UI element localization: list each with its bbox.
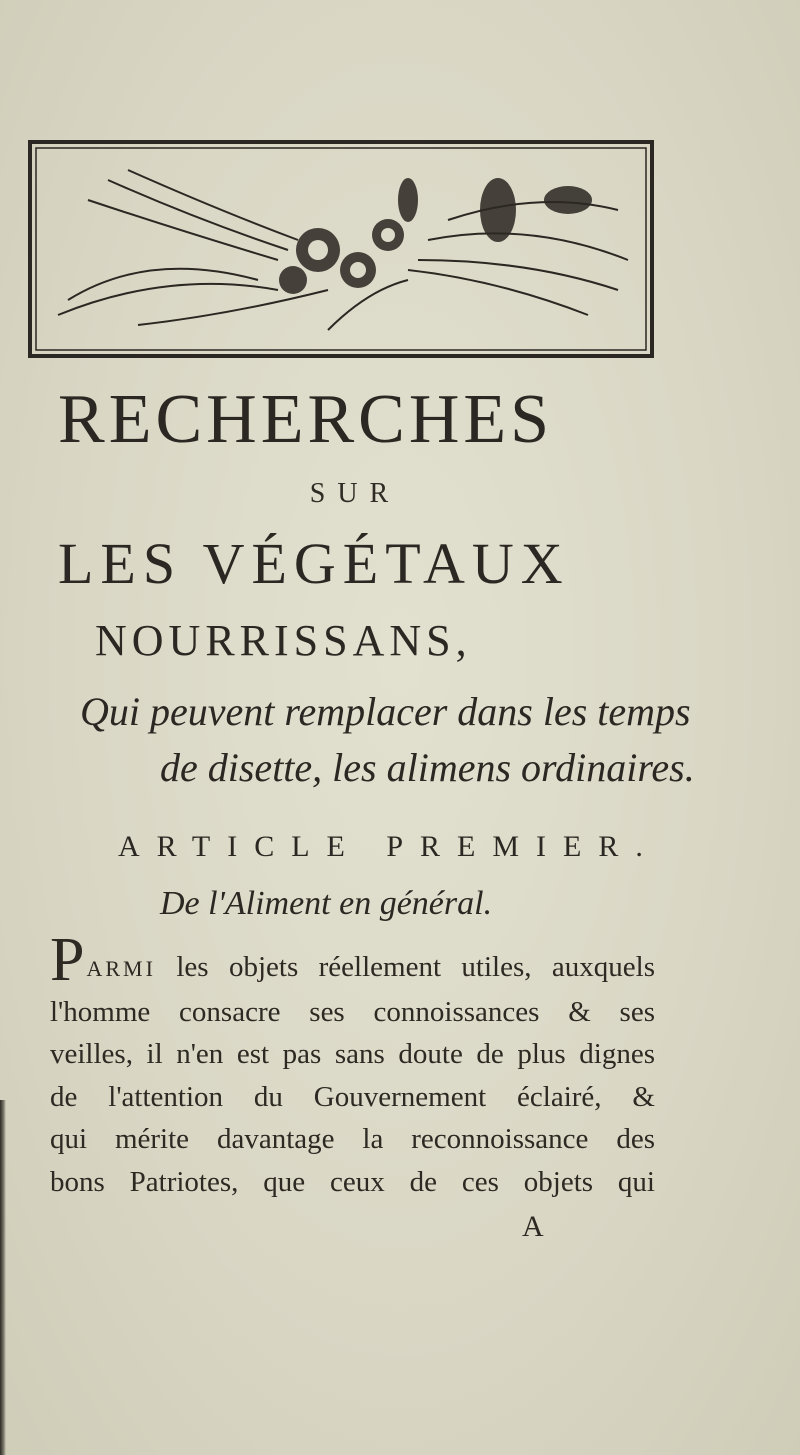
floral-ornament-icon	[28, 140, 654, 358]
body-paragraph	[50, 926, 655, 1203]
paragraph-line-6: bons Patriotes, que ceux de ces objets qui	[50, 1165, 655, 1198]
article-heading: ARTICLE PREMIER.	[118, 830, 660, 863]
paragraph-line-1	[50, 926, 655, 994]
main-title: RECHERCHES	[58, 381, 554, 458]
signature-mark: A	[522, 1210, 544, 1243]
decorative-vignette	[28, 140, 654, 358]
title-connector: SUR	[309, 478, 401, 509]
drop-cap: P	[50, 926, 85, 994]
subtitle-line-2: de disette, les alimens ordinaires.	[160, 745, 695, 790]
title-vegetaux: LES VÉGÉTAUX	[58, 531, 570, 596]
paragraph-line-1-text: les objets réellement utiles, auxquels	[176, 951, 655, 983]
binding-edge	[0, 1100, 6, 1455]
first-word-smallcaps: ARMI	[86, 956, 156, 981]
paragraph-line-4: de l'attention du Gouvernement éclairé, &	[50, 1080, 655, 1113]
title-nourrissans: NOURRISSANS,	[95, 616, 472, 665]
paragraph-line-3: veilles, il n'en est pas sans doute de plus dignes	[50, 1038, 655, 1070]
paragraph-line-2: l'homme consacre ses connoissances & ses	[50, 995, 655, 1028]
subtitle-line-1: Qui peuvent remplacer dans les temps	[80, 689, 691, 734]
paragraph-line-5: qui mérite davantage la reconnoissance des	[50, 1123, 655, 1155]
section-heading: De l'Aliment en général.	[160, 885, 493, 922]
